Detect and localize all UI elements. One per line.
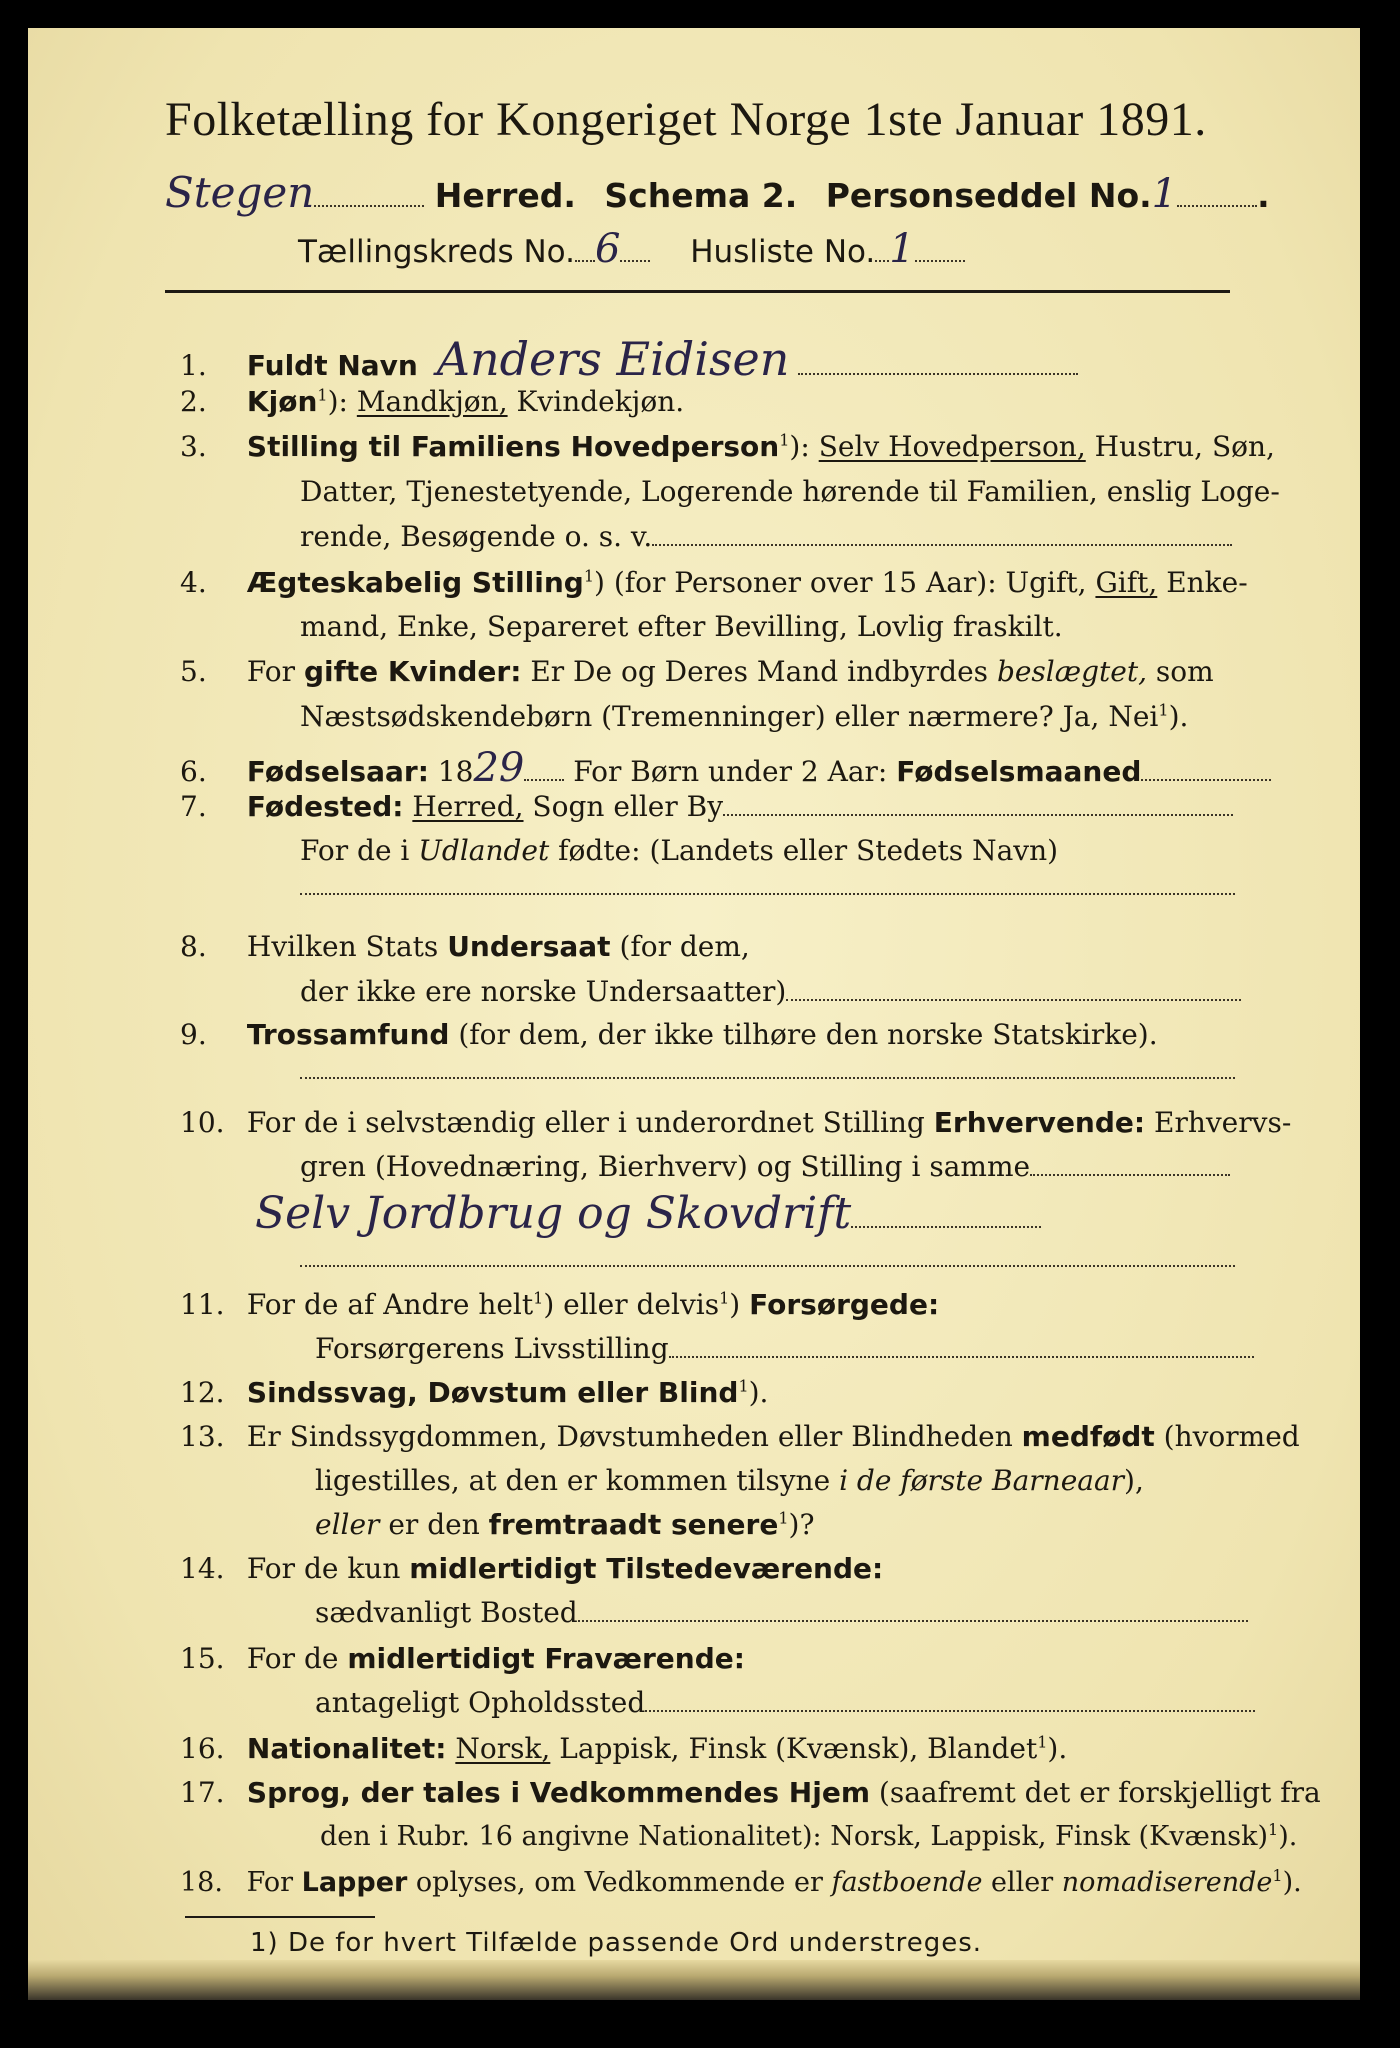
personseddel-label: Personseddel No. (825, 176, 1152, 215)
item-4: 4. Ægteskabelig Stilling$^1$) (for Personer over 15 Aar): Ugift, Gift, Enke- (180, 566, 1248, 599)
item-7: 7. Fødested: Herred, Sogn eller By (180, 790, 1233, 823)
item-16-label: Nationalitet: (246, 1732, 447, 1765)
personseddel-value: 1 (1151, 171, 1178, 217)
item-14: 14. For de kun midlertidigt Tilstedeværende: (180, 1552, 884, 1585)
item-10-line-3 (255, 1188, 1041, 1239)
footnote-rule (185, 1916, 375, 1918)
item-1: 1. Fuldt Navn Anders Eidisen (180, 332, 1078, 386)
item-11-label: Forsørgede: (749, 1288, 940, 1321)
item-2-label: Kjøn (246, 385, 318, 418)
birth-year-value: 29 (473, 745, 525, 791)
item-3-line-2: Datter, Tjenestetyende, Logerende hørende til Familien, enslig Loge- (300, 475, 1280, 508)
item-11-line-2: Forsørgerens Livsstilling (315, 1332, 1254, 1365)
item-7-label: Fødested: (246, 790, 404, 823)
family-position-selected: Selv Hovedperson, (818, 430, 1086, 463)
item-14-line-2: sædvanligt Bosted (315, 1596, 1248, 1629)
item-18: 18. For Lapper oplyses, om Vedkommende er fastboende eller nomadiserende$^1$). (180, 1866, 1302, 1898)
item-13: 13. Er Sindssygdommen, Døvstumheden eller Blindheden medfødt (hvormed (180, 1420, 1300, 1453)
paper-bottom-edge (28, 1960, 1360, 2000)
husliste-label: Husliste No. (690, 234, 876, 270)
item-5-label: gifte Kvinder: (303, 655, 522, 688)
item-9-label: Trossamfund (246, 1018, 450, 1051)
herred-label: Herred. (434, 176, 576, 215)
item-2: 2. Kjøn$^1$): Mandkjøn, Kvindekjøn. (180, 385, 685, 418)
item-15: 15. For de midlertidigt Fraværende: (180, 1642, 745, 1675)
item-6: 6. Fødselsaar: 1829 For Børn under 2 Aar: Fødselsmaaned (180, 745, 1271, 791)
item-8-label: Undersaat (447, 930, 611, 963)
full-name-value: Anders Eidisen (436, 332, 790, 386)
item-12: 12. Sindssvag, Døvstum eller Blind$^1$). (180, 1376, 769, 1409)
item-1-label: Fuldt Navn (246, 349, 418, 382)
item-6-label: Fødselsaar: (246, 755, 429, 788)
item-4-line-2: mand, Enke, Separeret efter Bevilling, Lovlig fraskilt. (300, 610, 1063, 643)
item-15-label: midlertidigt Fraværende: (347, 1642, 745, 1675)
marital-status-selected: Gift, (1095, 566, 1158, 599)
kreds-label: Tællingskreds No. (298, 234, 575, 270)
item-10-label: Erhvervende: (933, 1106, 1146, 1139)
item-8: 8. Hvilken Stats Undersaat (for dem, (180, 930, 750, 963)
item-5: 5. For gifte Kvinder: Er De og Deres Mand indbyrdes beslægtet, som (180, 655, 1214, 688)
header-divider (165, 290, 1230, 293)
item-7-line-2: For de i Udlandet fødte: (Landets eller Stedets Navn) (300, 834, 1059, 867)
item-13-line-2: ligestilles, at den er kommen tilsyne i de første Barneaar), (315, 1464, 1144, 1497)
item-3-line-3: rende, Besøgende o. s. v. (300, 520, 1232, 553)
item-16: 16. Nationalitet: Norsk, Lappisk, Finsk (Kvænsk), Blandet$^1$). (180, 1732, 1068, 1765)
item-5-line-2: Næstsødskendebørn (Tremenninger) eller nærmere? Ja, Nei$^1$). (300, 700, 1189, 733)
husliste-value: 1 (889, 226, 915, 272)
item-11: 11. For de af Andre helt$^1$) eller delvis$^1$) Forsørgede: (180, 1288, 940, 1321)
sex-selected: Mandkjøn, (356, 385, 508, 418)
item-14-label: midlertidigt Tilstedeværende: (409, 1552, 884, 1585)
item-8-line-2: der ikke ere norske Undersaatter) (300, 975, 1241, 1008)
kreds-value: 6 (594, 226, 621, 272)
item-12-label: Sindssvag, Døvstum eller Blind (246, 1376, 739, 1409)
item-13-label: medfødt (1021, 1420, 1155, 1453)
item-13-line-3: eller er den fremtraadt senere$^1$)? (315, 1508, 815, 1541)
occupation-value: Selv Jordbrug og Skovdrift (255, 1188, 852, 1239)
item-17-label: Sprog, der tales i Vedkommendes Hjem (246, 1776, 871, 1809)
herred-line: Stegen Herred. Schema 2. Personseddel No.1 . (165, 168, 1270, 217)
item-9: 9. Trossamfund (for dem, der ikke tilhøre den norske Statskirke). (180, 1018, 1158, 1051)
footnote: 1) De for hvert Tilfælde passende Ord understreges. (250, 1928, 983, 1958)
item-15-line-2: antageligt Opholdssted (315, 1686, 1255, 1719)
item-3-label: Stilling til Familiens Hovedperson (246, 430, 780, 463)
form-title: Folketælling for Kongeriget Norge 1ste Januar 1891. (165, 93, 1207, 146)
schema-label: Schema 2. (604, 176, 798, 215)
birthplace-selected: Herred, (412, 790, 524, 823)
item-17-line-2: den i Rubr. 16 angivne Nationalitet): Norsk, Lappisk, Finsk (Kvænsk)$^1$). (320, 1820, 1298, 1852)
item-3: 3. Stilling til Familiens Hovedperson$^1$): Selv Hovedperson, Hustru, Søn, (180, 430, 1275, 463)
item-10: 10. For de i selvstændig eller i underordnet Stilling Erhvervende: Erhvervs- (180, 1106, 1292, 1139)
item-17: 17. Sprog, der tales i Vedkommendes Hjem (saafremt det er forskjelligt fra (180, 1776, 1321, 1809)
item-4-label: Ægteskabelig Stilling (246, 566, 584, 599)
nationality-selected: Norsk, (455, 1732, 551, 1765)
kreds-line (298, 226, 965, 272)
item-10-line-2: gren (Hovednæring, Bierhverv) og Stilling i samme (300, 1150, 1230, 1183)
herred-value: Stegen (165, 168, 315, 217)
item-18-label: Lapper (301, 1867, 408, 1898)
